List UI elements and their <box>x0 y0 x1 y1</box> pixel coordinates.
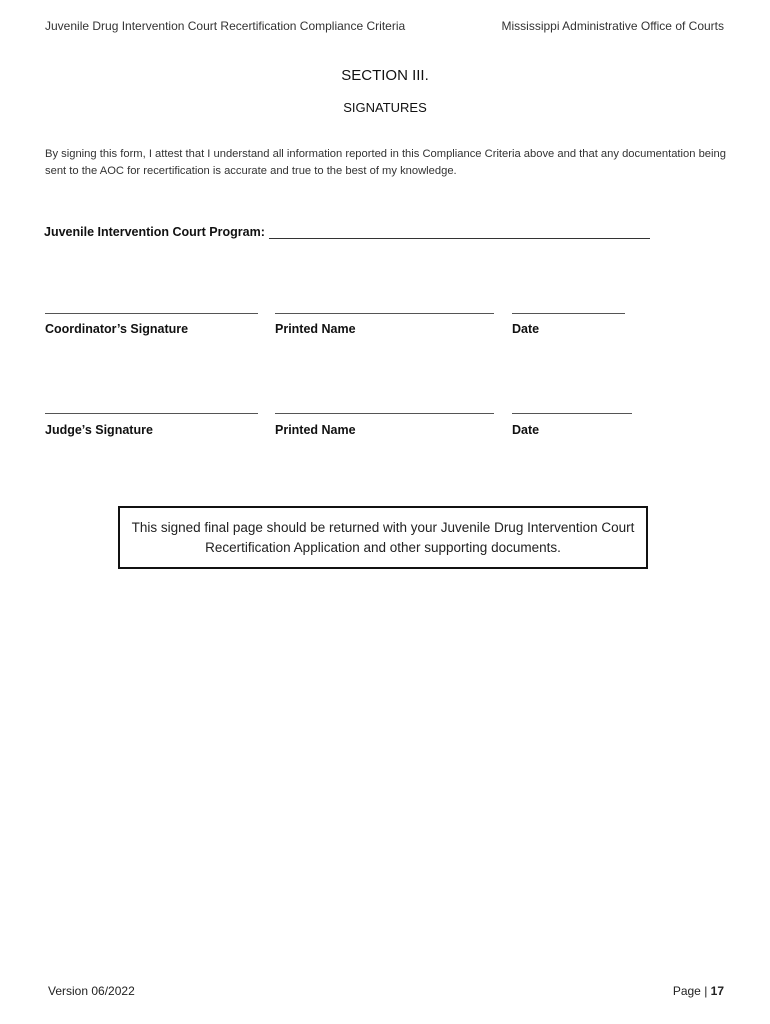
footer-version: Version 06/2022 <box>48 984 135 998</box>
coordinator-signature-label: Coordinator’s Signature <box>45 322 189 336</box>
coordinator-date-label: Date <box>512 322 540 336</box>
attestation-paragraph: By signing this form, I attest that I understand all information reported in this Compliance Criteria above and that any documentation being sent to the AOC for recertification is accurate and true to the best of my knowledge. <box>45 148 726 177</box>
page-number: 17 <box>710 984 724 998</box>
program-field <box>44 224 650 239</box>
coordinator-printed-name-label: Printed Name <box>275 322 356 336</box>
judge-signature-label: Judge’s Signature <box>45 423 153 437</box>
judge-signature-line[interactable] <box>45 413 258 414</box>
coordinator-printed-name-line[interactable] <box>275 313 494 314</box>
notice-box <box>118 506 648 569</box>
program-field-label: Juvenile Intervention Court Program: <box>44 225 265 239</box>
page-prefix: Page | <box>672 984 711 998</box>
judge-printed-name-line[interactable] <box>275 413 494 414</box>
judge-printed-name-label: Printed Name <box>275 423 356 437</box>
program-name-input-line[interactable] <box>269 224 650 239</box>
judge-date-label: Date <box>512 423 540 437</box>
header-organization: Mississippi Administrative Office of Courts <box>501 19 724 33</box>
header-title: Juvenile Drug Intervention Court Recertification Compliance Criteria <box>45 19 406 33</box>
section-subtitle: SIGNATURES <box>343 100 427 115</box>
coordinator-date-line[interactable] <box>512 313 625 314</box>
section-title: SECTION III. <box>341 67 429 84</box>
judge-date-line[interactable] <box>512 413 632 414</box>
notice-text: This signed final page should be returned with your Juvenile Drug Intervention Court Recertification Application and other supporting documents. <box>131 519 635 555</box>
coordinator-signature-line[interactable] <box>45 313 258 314</box>
footer-page <box>673 984 724 998</box>
